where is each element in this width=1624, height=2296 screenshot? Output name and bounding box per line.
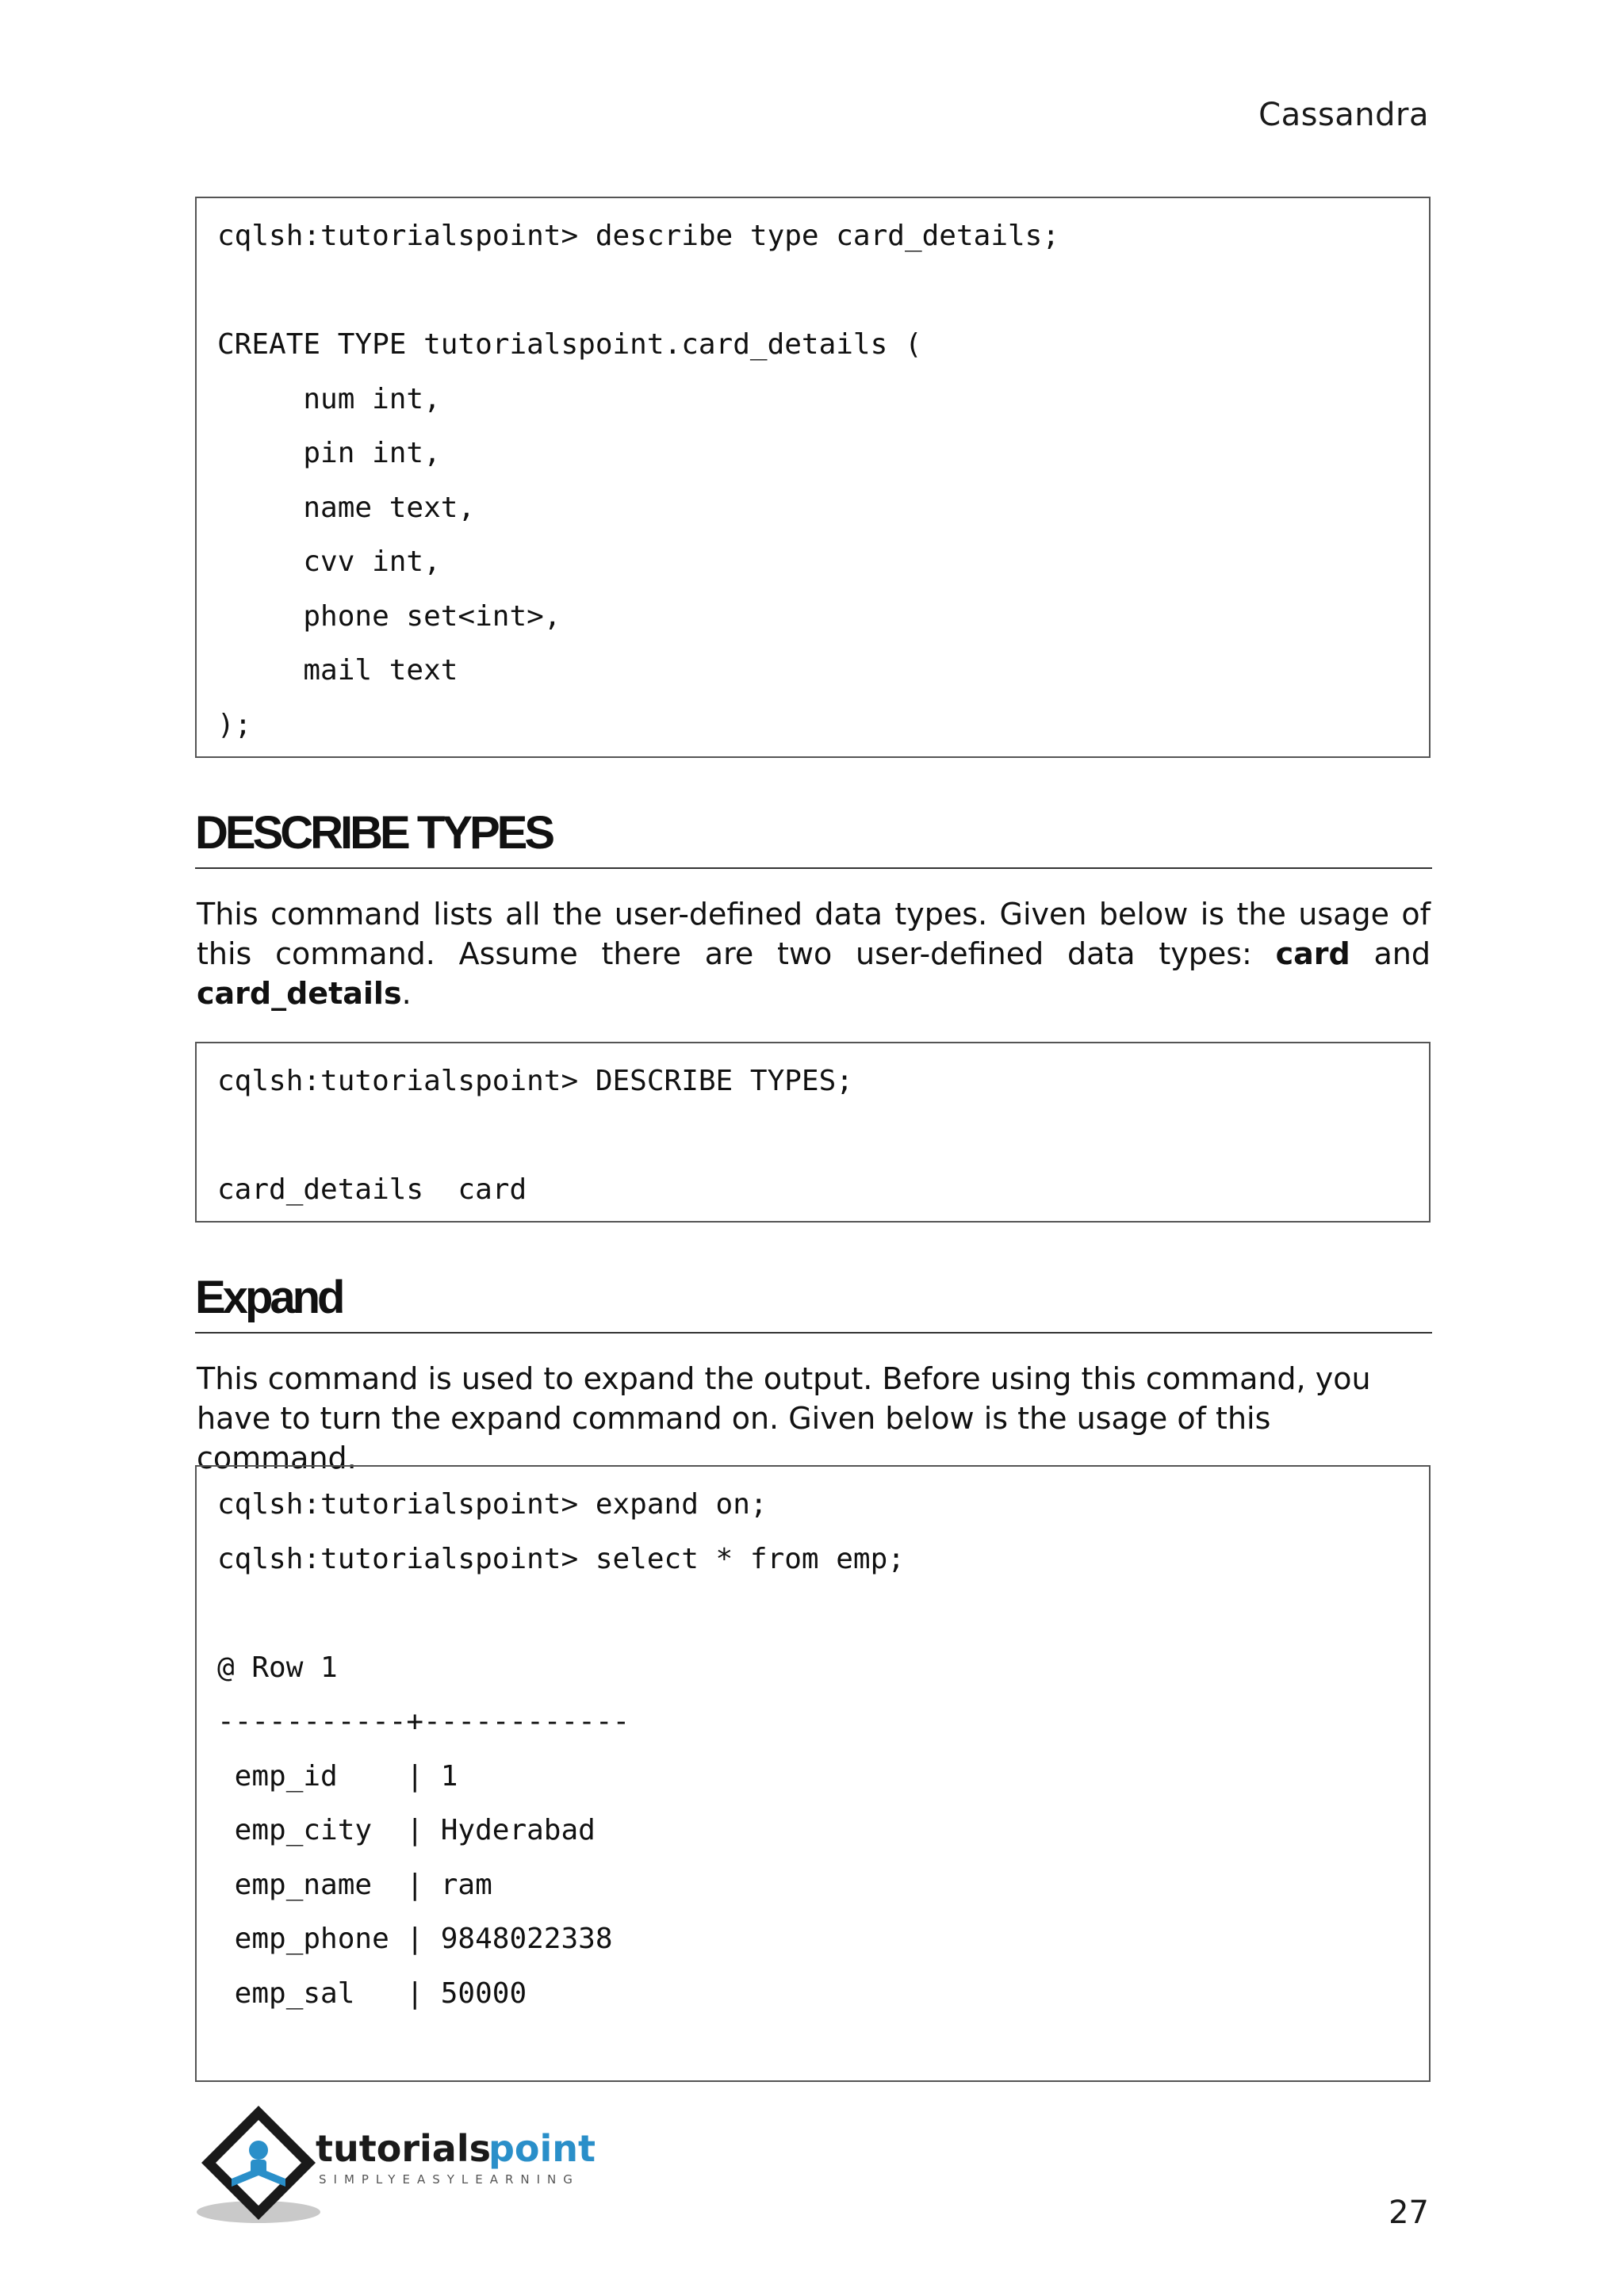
person-icon [249, 2141, 268, 2160]
bold-term-card-details: card_details [197, 976, 402, 1011]
code-line [217, 1112, 1429, 1167]
describe-types-paragraph [197, 894, 1431, 1013]
code-line: -----------+------------ [217, 1705, 630, 1738]
paragraph-text: This command lists all the user-defined data types. Given below is the usage of this command. Assume there are two user-defined data types: [197, 897, 1431, 971]
code-line: cqlsh:tutorialspoint> describe type card_details; [217, 220, 1060, 252]
code-line: phone set<int>, [217, 599, 561, 633]
code-line: emp_phone | 9848022338 [217, 1923, 613, 1955]
code-line: name text, [217, 491, 476, 524]
logo-text-main: tutorials [316, 2127, 491, 2170]
rect [251, 2160, 266, 2174]
code-line: cvv int, [217, 545, 441, 578]
section-heading-expand: Expand [195, 1270, 1432, 1334]
logo-tagline: SIMPLYEASYLEARNING [319, 2172, 580, 2187]
running-header: Cassandra [1258, 97, 1429, 133]
code-line: cqlsh:tutorialspoint> expand on; [217, 1488, 768, 1521]
code-block-describe-type [195, 197, 1431, 758]
section-heading-describe-types: DESCRIBE TYPES [195, 806, 1432, 869]
code-line: mail text [217, 654, 458, 687]
page-number: 27 [1388, 2195, 1429, 2231]
code-line: @ Row 1 [217, 1651, 338, 1684]
code-line: card_details card [217, 1173, 527, 1206]
bold-term-card: card [1275, 936, 1350, 971]
paragraph-text: . [401, 976, 412, 1011]
code-line: emp_city | Hyderabad [217, 1814, 596, 1846]
code-line: pin int, [217, 437, 441, 469]
tutorialspoint-logo [195, 2101, 623, 2228]
code-line: emp_id | 1 [217, 1759, 458, 1793]
code-line: num int, [217, 382, 441, 415]
code-line: cqlsh:tutorialspoint> select * from emp; [217, 1542, 905, 1575]
code-line: emp_name | ram [217, 1868, 492, 1901]
code-block-expand [195, 1465, 1431, 2082]
code-line [217, 267, 1429, 322]
code-block-describe-types [195, 1042, 1431, 1223]
paragraph-text: and [1350, 936, 1431, 971]
code-line: cqlsh:tutorialspoint> DESCRIBE TYPES; [217, 1065, 853, 1097]
code-line: emp_sal | 50000 [217, 1976, 527, 2010]
code-line [217, 1590, 1429, 1644]
expand-paragraph: This command is used to expand the output. Before using this command, you have to turn the expand command on. Given below is the usage of this command. [197, 1361, 1371, 1475]
code-line: CREATE TYPE tutorialspoint.card_details ( [217, 328, 922, 361]
code-line: ); [217, 708, 252, 741]
logo-text-accent: point [488, 2127, 596, 2170]
